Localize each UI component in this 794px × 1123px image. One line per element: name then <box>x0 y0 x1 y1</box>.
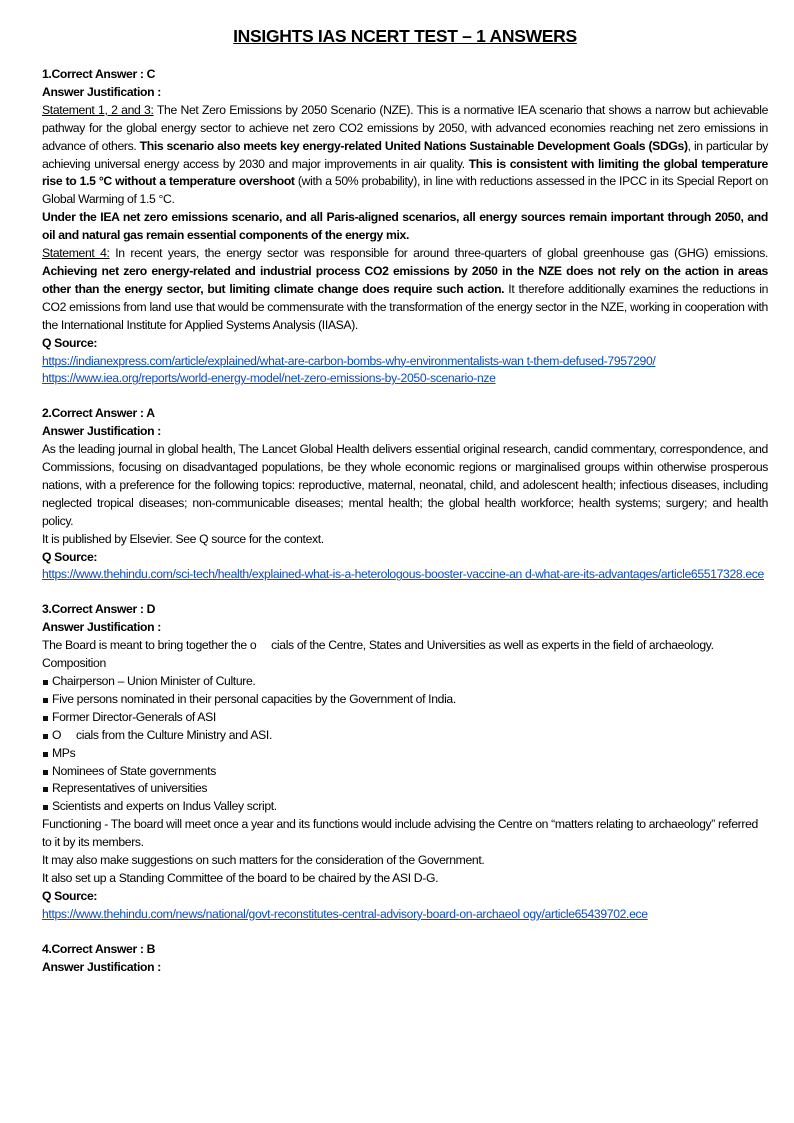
square-bullet-icon <box>43 805 48 810</box>
source-label: Q Source: <box>42 335 98 350</box>
source-link[interactable]: https://indianexpress.com/article/explained/what-are-carbon-bombs-why-environmentalists-wan t-them-defused-7957290/ <box>42 353 656 368</box>
list-item-text: O cials from the Culture Ministry and ASI. <box>52 727 272 742</box>
square-bullet-icon <box>43 716 48 721</box>
paragraph: It is published by Elsevier. See Q source for the context. <box>42 531 324 546</box>
paragraph: It may also make suggestions on such matters for the consideration of the Government. <box>42 853 485 868</box>
source-link[interactable]: https://www.thehindu.com/sci-tech/health/explained-what-is-a-heterologous-booster-vaccine-an d-what-are-its-advantages/article65517328.ece <box>42 567 764 582</box>
list-item-text: Five persons nominated in their personal capacities by the Government of India. <box>52 691 456 706</box>
list-item-text: Chairperson – Union Minister of Culture. <box>52 674 256 688</box>
paragraph: The Board is meant to bring together the o cials of the Centre, States and Universities as well as experts in the field of archaeology. <box>42 638 714 653</box>
list-item-text: Scientists and experts on Indus Valley script. <box>52 799 277 814</box>
answer-section-2 <box>42 405 768 584</box>
square-bullet-icon <box>43 680 48 685</box>
composition-label: Composition <box>42 656 106 671</box>
composition-list <box>42 673 768 816</box>
list-item <box>42 780 768 798</box>
source-link[interactable]: https://www.thehindu.com/news/national/govt-reconstitutes-central-advisory-board-on-archaeol ogy/article65439702.ece <box>42 906 648 921</box>
document-page <box>42 24 768 994</box>
answer-section-3 <box>42 601 768 923</box>
list-item <box>42 763 768 781</box>
text-run: The Net Zero Emissions by 2050 Scenario (NZE). This is a normative IEA scenario that shows a narrow but achievable pathway for the global energy sector to achieve net zero CO2 emissions by 2050, with advanced economies reaching net zero emissions in advance of others. <box>42 102 769 153</box>
source-link[interactable]: https://www.iea.org/reports/world-energy-model/net-zero-emissions-by-2050-scenario-nze <box>42 371 496 386</box>
text-run: It therefore additionally examines the reductions in CO2 emissions from land use that would be commensurate with the transformation of the energy sector in the NZE, working in cooperation with the International Institute for Applied Systems Analysis (IIASA). <box>42 281 768 332</box>
paragraph: Functioning - The board will meet once a year and its functions would include advising the Centre on “matters relating to archaeology” referred to it by its members. <box>42 817 758 850</box>
square-bullet-icon <box>43 734 48 739</box>
answer-section-1 <box>42 66 768 388</box>
bold-text-run: This scenario also meets key energy-related United Nations Sustainable Development Goals (SDGs) <box>139 138 688 153</box>
list-item-text: MPs <box>52 745 76 760</box>
paragraph <box>42 102 768 209</box>
list-item <box>42 709 768 727</box>
square-bullet-icon <box>43 787 48 792</box>
paragraph <box>42 245 768 335</box>
correct-answer-heading: 4.Correct Answer : B <box>42 941 156 956</box>
justification-label: Answer Justification : <box>42 620 161 635</box>
justification-label: Answer Justification : <box>42 424 161 439</box>
list-item <box>42 745 768 763</box>
list-item <box>42 798 768 816</box>
paragraph: It also set up a Standing Committee of the board to be chaired by the ASI D-G. <box>42 870 439 885</box>
source-label: Q Source: <box>42 888 98 903</box>
bold-text-run: Achieving net zero energy-related and industrial process CO2 emissions by 2050 in the NZE does not rely on the action in areas other than the energy sector, but limiting climate change does require such action. <box>42 263 768 296</box>
square-bullet-icon <box>43 770 48 775</box>
text-run: In recent years, the energy sector was responsible for around three-quarters of global greenhouse gas (GHG) emissions. <box>109 246 768 261</box>
bold-text-run: This is consistent with limiting the global temperature rise to 1.5 °C without a temperature overshoot <box>42 156 768 189</box>
square-bullet-icon <box>43 698 48 703</box>
text-run: , in particular by achieving universal energy access by 2030 and major improvements in air quality. <box>42 138 768 171</box>
text-run: (with a 50% probability), in line with reductions assessed in the IPCC in its Special Report on Global Warming of 1.5 °C. <box>42 174 768 207</box>
correct-answer-heading: 1.Correct Answer : C <box>42 67 156 81</box>
list-item <box>42 691 768 709</box>
square-bullet-icon <box>43 752 48 757</box>
statement-label: Statement 4: <box>42 246 110 261</box>
paragraph: As the leading journal in global health, The Lancet Global Health delivers essential original research, candid commentary, correspondence, and Commissions, focusing on disadvantaged populations, be they whole economic regions or marginalised groups within otherwise prosperous nations, with a preference for the following topics: reproductive, maternal, neonatal, child, and adolescent health; infectious diseases, including neglected tropical diseases; non-communicable diseases; mental health; the global health workforce; health systems; surgery; and health policy. <box>42 442 768 528</box>
answer-section-4 <box>42 941 768 977</box>
list-item <box>42 727 768 745</box>
list-item-text: Representatives of universities <box>52 781 208 796</box>
document-title: INSIGHTS IAS NCERT TEST – 1 ANSWERS <box>233 26 577 46</box>
justification-label: Answer Justification : <box>42 84 161 99</box>
list-item <box>42 673 768 691</box>
list-item-text: Nominees of State governments <box>52 763 216 778</box>
correct-answer-heading: 3.Correct Answer : D <box>42 602 156 617</box>
source-label: Q Source: <box>42 549 98 564</box>
justification-label: Answer Justification : <box>42 959 161 974</box>
correct-answer-heading: 2.Correct Answer : A <box>42 406 155 421</box>
paragraph <box>42 209 768 245</box>
bold-text-run: Under the IEA net zero emissions scenario, and all Paris-aligned scenarios, all energy sources remain important through 2050, and oil and natural gas remain essential components of the energy mix. <box>42 210 768 243</box>
statement-label: Statement 1, 2 and 3: <box>42 102 154 117</box>
list-item-text: Former Director-Generals of ASI <box>52 709 216 724</box>
